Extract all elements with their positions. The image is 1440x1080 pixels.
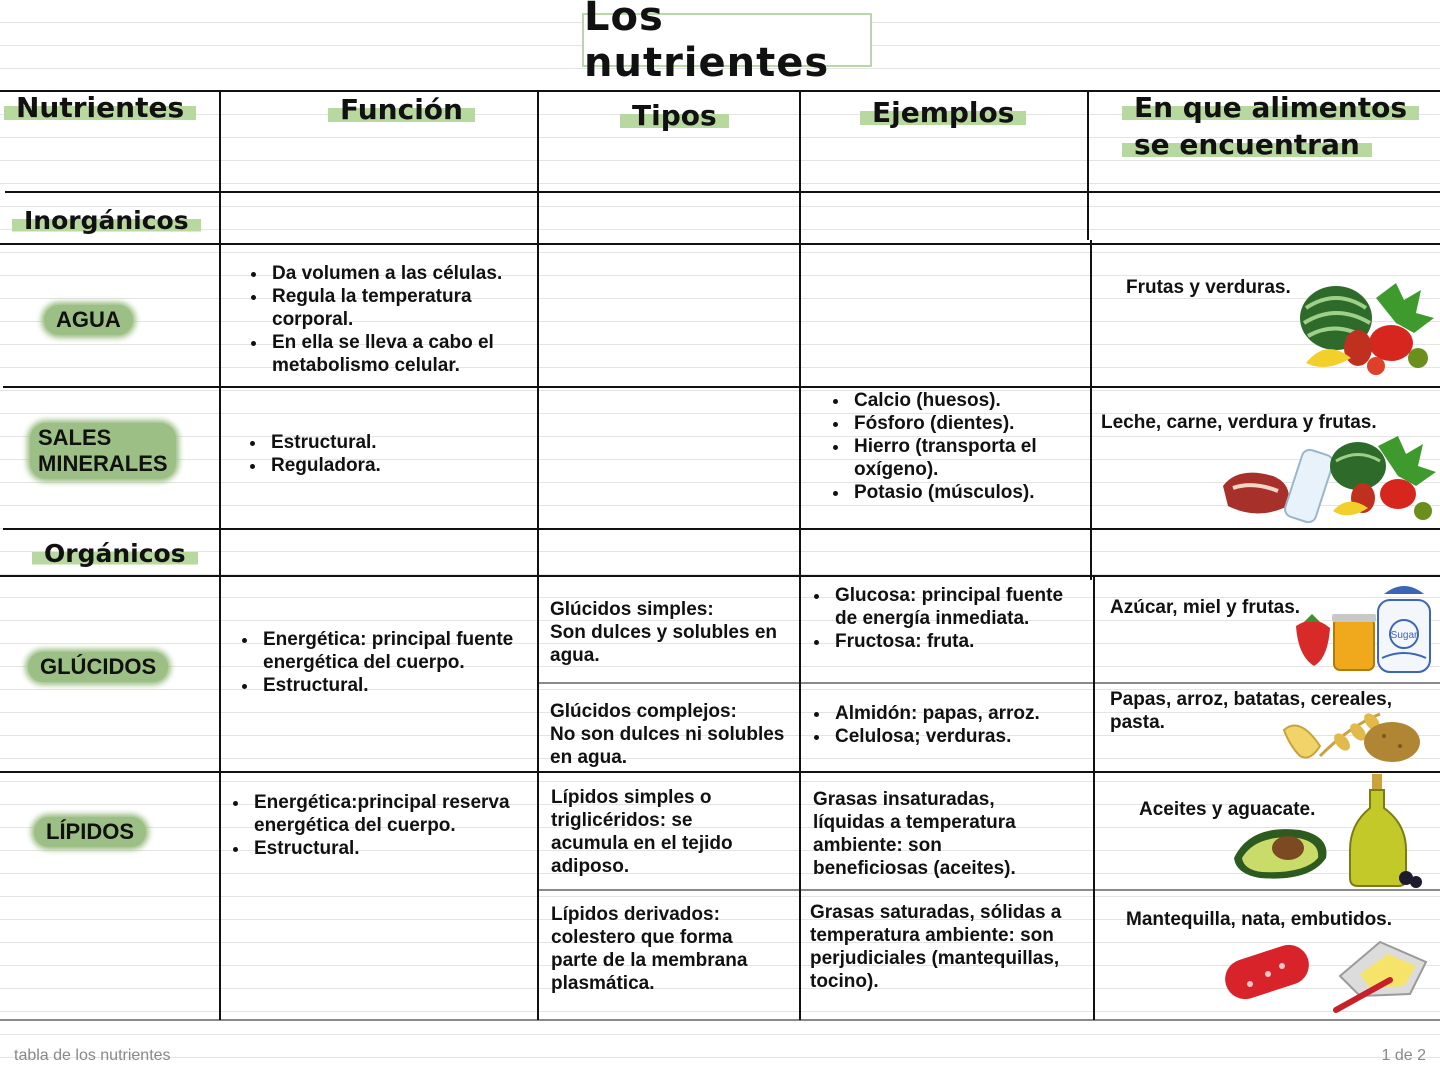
row-label-agua: AGUA bbox=[44, 305, 133, 335]
grid-line bbox=[537, 90, 539, 1020]
row-label-lipidos: LÍPIDOS bbox=[34, 817, 146, 847]
list-item: • Glucosa: principal fuente de energía inmediata. bbox=[831, 584, 1087, 630]
grid-line bbox=[0, 1019, 1440, 1021]
grid-line bbox=[0, 771, 1440, 773]
list-item: • Fósforo (dientes). bbox=[850, 412, 1086, 435]
lipidos-tipo-derivado: Lípidos derivados: colestero que forma parte de la membrana plasmática. bbox=[551, 904, 748, 994]
sales-funcion bbox=[223, 431, 535, 477]
sales-ejemplos bbox=[806, 389, 1086, 504]
grid-line bbox=[1087, 90, 1089, 240]
glucidos-ejemplos-simple bbox=[787, 584, 1087, 653]
grid-line bbox=[799, 90, 801, 1020]
header-ejemplos: Ejemplos bbox=[860, 95, 1026, 131]
sugar-honey-strawberry-illustration bbox=[1290, 578, 1436, 674]
list-item: • En ella se lleva a cabo el metabolismo celular. bbox=[268, 331, 536, 377]
section-inorganicos: Inorgánicos bbox=[12, 203, 201, 239]
avocado-oil-illustration bbox=[1230, 774, 1430, 890]
row-label-sales-minerales: SALES MINERALES bbox=[30, 423, 176, 479]
list-item: • Estructural. bbox=[250, 837, 536, 860]
lipidos-ejemplos-saturadas: Grasas saturadas, sólidas a temperatura ambiente: son perjudiciales (mantequillas, tocino). bbox=[810, 902, 1062, 992]
list-item: • Regula la temperatura corporal. bbox=[268, 285, 536, 331]
row-label-glucidos: GLÚCIDOS bbox=[28, 652, 168, 682]
list-item: • Fructosa: fruta. bbox=[831, 630, 1087, 653]
sausage-butter-illustration bbox=[1220, 936, 1430, 1016]
header-nutrientes: Nutrientes bbox=[4, 90, 196, 126]
header-alimentos: En que alimentos bbox=[1122, 90, 1419, 126]
agua-funcion bbox=[224, 262, 536, 377]
list-item: • Estructural. bbox=[267, 431, 535, 454]
list-item: • Reguladora. bbox=[267, 454, 535, 477]
glucidos-alimentos-complejo: Papas, arroz, batatas, cereales, pasta. bbox=[1110, 689, 1392, 733]
list-item: • Estructural. bbox=[259, 674, 537, 697]
agua-alimentos: Frutas y verduras. bbox=[1126, 277, 1291, 298]
glucidos-tipo-complejo: Glúcidos complejos: No son dulces ni solubles en agua. bbox=[550, 701, 785, 768]
header-funcion: Función bbox=[328, 92, 475, 128]
glucidos-alimentos-simple: Azúcar, miel y frutas. bbox=[1110, 597, 1301, 618]
list-item: • Energética:principal reserva energética del cuerpo. bbox=[250, 791, 536, 837]
lipidos-ejemplos-insaturadas: Grasas insaturadas, líquidas a temperatura ambiente: son beneficiosas (aceites). bbox=[813, 789, 1016, 879]
footer-filename: tabla de los nutrientes bbox=[14, 1047, 171, 1064]
grid-line bbox=[1093, 577, 1095, 1020]
meat-milk-fruits-illustration bbox=[1218, 436, 1438, 526]
header-alimentos-line2: se encuentran bbox=[1122, 127, 1372, 163]
list-item: • Celulosa; verduras. bbox=[831, 725, 1087, 748]
pasta-wheat-potato-illustration bbox=[1280, 706, 1422, 766]
grid-line bbox=[0, 575, 1440, 577]
list-item: • Hierro (transporta el oxígeno). bbox=[850, 435, 1086, 481]
list-item: • Energética: principal fuente energética del cuerpo. bbox=[259, 628, 537, 674]
lipidos-alimentos-aceites: Aceites y aguacate. bbox=[1139, 799, 1316, 820]
fruits-vegetables-illustration bbox=[1296, 278, 1436, 378]
sugar-label: Sugar bbox=[1390, 630, 1418, 641]
header-tipos: Tipos bbox=[620, 98, 729, 134]
grid-line bbox=[538, 682, 1440, 684]
page-counter: 1 de 2 bbox=[1381, 1047, 1426, 1064]
list-item: • Calcio (huesos). bbox=[850, 389, 1086, 412]
grid-line bbox=[0, 243, 1440, 245]
lipidos-alimentos-mantequilla: Mantequilla, nata, embutidos. bbox=[1126, 909, 1393, 930]
sales-alimentos: Leche, carne, verdura y frutas. bbox=[1101, 412, 1377, 433]
grid-line bbox=[219, 90, 221, 1020]
section-organicos: Orgánicos bbox=[32, 536, 198, 572]
list-item: • Potasio (músculos). bbox=[850, 481, 1086, 504]
list-item: • Da volumen a las células. bbox=[268, 262, 536, 285]
page-title: Los nutrientes bbox=[582, 13, 872, 67]
lipidos-tipo-simple: Lípidos simples o triglicéridos: se acumula en el tejido adiposo. bbox=[551, 787, 733, 877]
grid-line bbox=[1090, 240, 1092, 580]
list-item: • Almidón: papas, arroz. bbox=[831, 702, 1087, 725]
lipidos-funcion bbox=[206, 791, 536, 860]
glucidos-funcion bbox=[215, 628, 537, 697]
glucidos-tipo-simple: Glúcidos simples: Son dulces y solubles en agua. bbox=[550, 599, 778, 666]
glucidos-ejemplos-complejo bbox=[787, 702, 1087, 748]
